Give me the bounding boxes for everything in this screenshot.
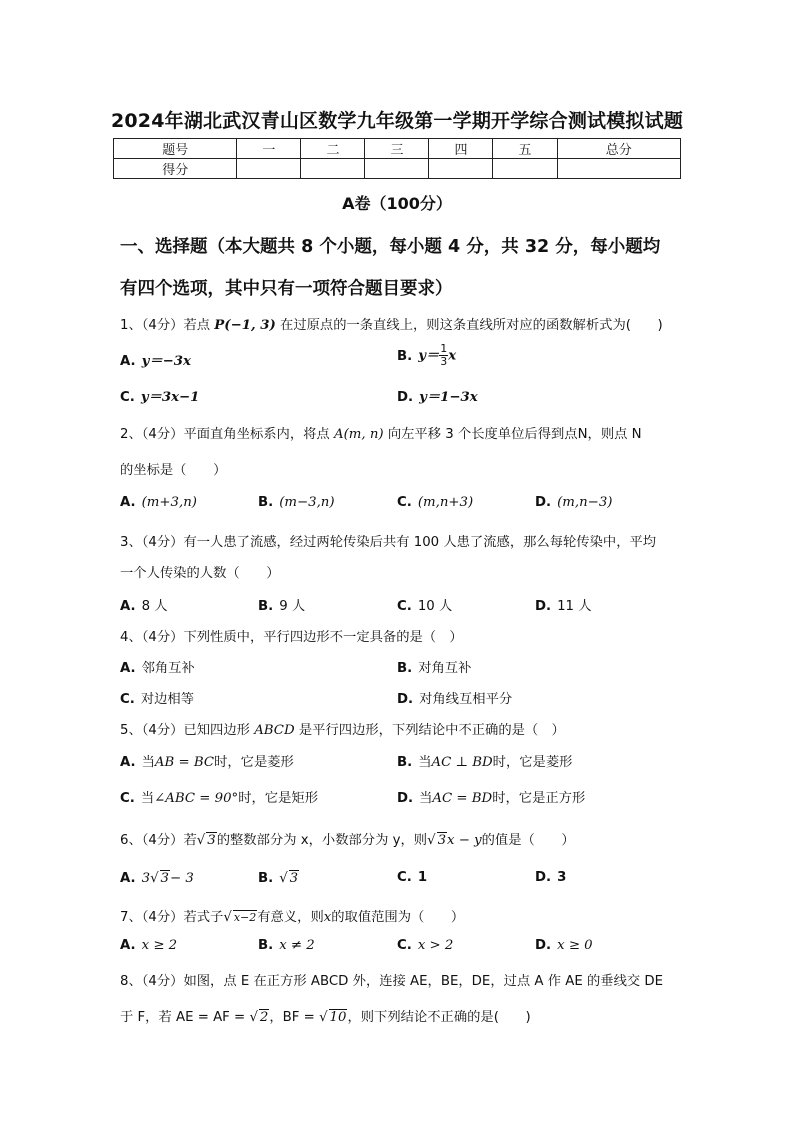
table-cell: 题号	[114, 139, 237, 159]
option-text: y＝1−3x	[419, 390, 478, 405]
option-text: 当	[418, 755, 432, 770]
option-text: 10 人	[417, 599, 453, 614]
option-text: 对角互补	[418, 661, 472, 676]
question-8-stem: 8、（4分）如图，点 E 在正方形 ABCD 外，连接 AE，BE，DE，过点 A 作 AE 的垂线交 DE	[120, 974, 664, 989]
math-expression: P(−1, 3)	[214, 318, 276, 333]
question-5-option-a[interactable]	[120, 751, 294, 770]
question-3-option-c[interactable]	[397, 595, 452, 614]
table-cell: 得分	[114, 159, 237, 179]
option-letter: D.	[535, 870, 552, 885]
option-text: 11 人	[557, 599, 592, 614]
option-letter: C.	[397, 599, 412, 614]
question-2-stem	[120, 423, 642, 442]
question-text: 的取值范围为（ ）	[331, 910, 465, 925]
question-7-option-c[interactable]	[397, 938, 453, 953]
question-3-option-d[interactable]	[535, 595, 592, 614]
question-1-option-d[interactable]	[397, 386, 478, 405]
question-8-stem-line-2	[120, 1006, 531, 1025]
option-text: y＝−3x	[141, 354, 191, 369]
coefficient: 3	[141, 871, 151, 886]
option-text: 对边相等	[140, 692, 194, 707]
option-letter: D.	[535, 938, 552, 953]
question-text: 向左平移 3 个长度单位后得到点N，则点 N	[387, 427, 642, 442]
sqrt-icon: √	[427, 833, 436, 848]
question-2-option-a[interactable]	[120, 495, 197, 510]
question-5-stem	[120, 719, 565, 738]
math-expression: AC = BD	[432, 791, 493, 806]
sqrt-icon: √	[150, 871, 159, 886]
score-table	[113, 138, 681, 179]
option-text: 对角线互相平分	[419, 692, 513, 707]
option-text: 邻角互补	[141, 661, 195, 676]
option-text: (m,n−3)	[557, 495, 613, 510]
table-cell: 总分	[557, 139, 681, 159]
table-cell: 五	[493, 139, 557, 159]
denominator: 3	[440, 355, 448, 368]
table-cell: 二	[301, 139, 365, 159]
sqrt-icon: √	[279, 871, 288, 886]
question-2-option-c[interactable]	[397, 495, 473, 510]
question-5-option-d[interactable]	[397, 787, 585, 806]
table-cell	[365, 159, 429, 179]
sqrt-icon: √	[196, 833, 206, 848]
question-text: 于 F，若 AE = AF =	[120, 1010, 250, 1025]
option-letter: A.	[120, 938, 136, 953]
option-text: (m−3,n)	[279, 495, 335, 510]
option-text: x ≠ 2	[279, 938, 315, 953]
math-expression: ∠ABC = 90°	[154, 791, 239, 806]
question-text: 的值是（ ）	[481, 833, 575, 848]
radicand: x−2	[233, 911, 257, 924]
option-text: x > 2	[417, 938, 454, 953]
question-7-option-a[interactable]	[120, 938, 177, 953]
question-1-stem	[120, 314, 663, 333]
option-text: (m,n+3)	[417, 495, 474, 510]
question-text: 7、（4分）若式子	[120, 910, 224, 925]
sqrt-icon: √	[223, 910, 232, 925]
question-2-stem-line-2: 的坐标是（ ）	[120, 463, 227, 478]
option-text: 8 人	[141, 599, 168, 614]
question-text: 2、（4分）平面直角坐标系内，将点	[120, 427, 330, 442]
option-text: 1	[417, 870, 428, 885]
option-text: 时，它是菱形	[492, 755, 573, 770]
math-expression: AC ⊥ BD	[431, 755, 493, 770]
option-letter: A.	[120, 871, 136, 886]
option-letter: A.	[120, 755, 136, 770]
question-1-option-b[interactable]	[397, 343, 456, 368]
table-cell	[301, 159, 365, 179]
option-text: 当	[140, 791, 155, 806]
question-text: 1、（4分）若点	[120, 318, 211, 333]
question-text: 有意义，则	[257, 910, 324, 925]
fraction	[439, 343, 448, 368]
question-5-option-c[interactable]	[120, 787, 318, 806]
option-letter: C.	[120, 390, 135, 405]
math-expression: x − y	[447, 833, 482, 848]
option-letter: C.	[397, 495, 412, 510]
question-text: ，则下列结论不正确的是( )	[347, 1010, 531, 1025]
option-letter: D.	[397, 692, 414, 707]
table-cell	[429, 159, 493, 179]
radicand: 3	[160, 871, 170, 886]
question-1-option-a[interactable]	[120, 350, 191, 369]
option-text: x	[448, 348, 457, 364]
question-1-option-c[interactable]	[120, 386, 199, 405]
option-text: − 3	[170, 871, 194, 886]
table-cell	[237, 159, 301, 179]
question-text: 的整数部分为 x，小数部分为 y，则	[216, 833, 428, 848]
question-text: 在过原点的一条直线上，则这条直线所对应的函数解析式为( )	[280, 318, 663, 333]
question-6-option-d[interactable]	[535, 870, 566, 885]
question-text: 5、（4分）已知四边形	[120, 723, 250, 738]
question-text: 6、（4分）若	[120, 833, 197, 848]
question-3-option-a[interactable]	[120, 595, 168, 614]
question-2-option-b[interactable]	[258, 495, 335, 510]
option-letter: B.	[397, 348, 413, 364]
math-expression: AB = BC	[154, 755, 215, 770]
option-text: y＝3x−1	[140, 390, 200, 405]
question-4-option-c[interactable]	[120, 688, 194, 707]
option-letter: B.	[258, 938, 274, 953]
option-letter: A.	[120, 495, 136, 510]
part-heading-line-1: 一、选择题（本大题共 8 个小题，每小题 4 分，共 32 分，每小题均	[120, 237, 661, 257]
math-expression: ABCD	[254, 723, 295, 738]
option-text: 时，它是正方形	[492, 791, 586, 806]
radicand: 2	[259, 1010, 269, 1025]
question-5-option-b[interactable]	[397, 751, 572, 770]
question-3-option-b[interactable]	[258, 595, 305, 614]
option-text: (m+3,n)	[141, 495, 197, 510]
question-text: ，BF =	[269, 1010, 320, 1025]
question-6-option-a[interactable]	[120, 870, 194, 886]
question-6-stem	[120, 829, 575, 848]
question-7-stem	[120, 906, 464, 925]
option-letter: D.	[397, 791, 414, 806]
numerator: 1	[440, 342, 448, 355]
option-letter: B.	[258, 495, 274, 510]
option-text: 3	[557, 870, 567, 885]
table-cell: 三	[365, 139, 429, 159]
option-letter: A.	[120, 661, 136, 676]
table-cell	[493, 159, 557, 179]
radicand: 3	[289, 871, 299, 886]
part-heading-line-2: 有四个选项，其中只有一项符合题目要求）	[120, 279, 453, 299]
question-7-option-d[interactable]	[535, 938, 593, 953]
question-6-option-b[interactable]	[258, 870, 299, 886]
option-letter: B.	[397, 755, 413, 770]
radicand: 10	[329, 1010, 347, 1025]
score-table-header-row	[114, 139, 681, 159]
option-text: 当	[419, 791, 433, 806]
question-4-option-b[interactable]	[397, 657, 471, 676]
question-3-stem: 3、（4分）有一人患了流感，经过两轮传染后共有 100 人患了流感，那么每轮传染中，平均	[120, 535, 657, 550]
table-cell: 四	[429, 139, 493, 159]
option-text: x ≥ 2	[141, 938, 178, 953]
page-title: 2024年湖北武汉青山区数学九年级第一学期开学综合测试模拟试题	[110, 110, 684, 132]
radicand: 3	[207, 833, 216, 848]
option-text: 时，它是矩形	[238, 791, 318, 806]
question-text: 是平行四边形，下列结论中不正确的是（ ）	[298, 723, 565, 738]
question-2-option-d[interactable]	[535, 495, 612, 510]
question-7-option-b[interactable]	[258, 938, 315, 953]
math-expression: A(m, n)	[333, 427, 384, 442]
option-letter: D.	[535, 495, 552, 510]
question-4-option-d[interactable]	[397, 688, 512, 707]
option-letter: C.	[120, 692, 135, 707]
option-letter: C.	[397, 938, 412, 953]
question-6-option-c[interactable]	[397, 870, 427, 885]
option-letter: A.	[120, 599, 136, 614]
question-3-stem-line-2: 一个人传染的人数（ ）	[120, 566, 280, 581]
table-cell: 一	[237, 139, 301, 159]
option-text: x ≥ 0	[557, 938, 593, 953]
option-letter: D.	[397, 390, 414, 405]
table-cell	[557, 159, 681, 179]
option-text: y＝	[418, 348, 440, 364]
question-4-option-a[interactable]	[120, 657, 195, 676]
question-4-stem: 4、（4分）下列性质中，平行四边形不一定具备的是（ ）	[120, 630, 463, 645]
sqrt-icon: √	[319, 1010, 328, 1025]
sqrt-icon: √	[249, 1010, 258, 1025]
radicand: 3	[437, 833, 447, 848]
score-table-score-row	[114, 159, 681, 179]
math-expression: x	[323, 910, 332, 925]
option-letter: B.	[258, 871, 274, 886]
option-text: 9 人	[279, 599, 306, 614]
section-heading: A卷（100分）	[342, 194, 452, 213]
option-letter: B.	[258, 599, 274, 614]
option-letter: D.	[535, 599, 552, 614]
option-text: 当	[141, 755, 155, 770]
option-letter: B.	[397, 661, 413, 676]
option-text: 时，它是菱形	[214, 755, 294, 770]
option-letter: A.	[120, 354, 136, 369]
option-letter: C.	[397, 870, 412, 885]
option-letter: C.	[120, 791, 135, 806]
